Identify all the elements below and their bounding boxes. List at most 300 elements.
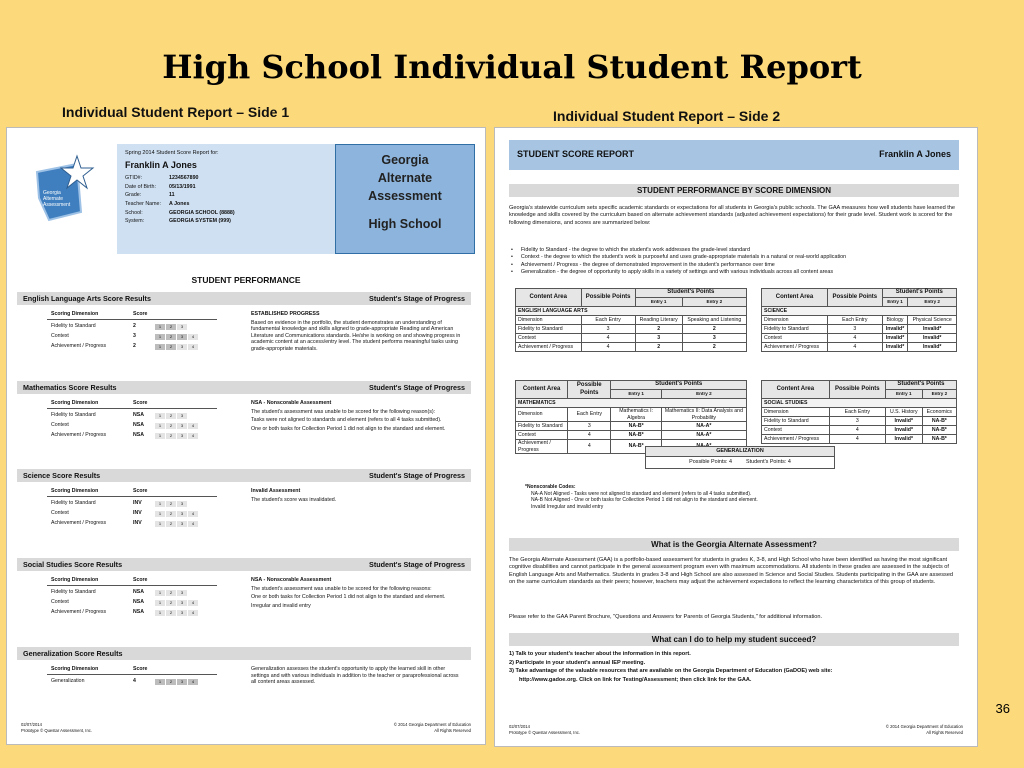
progress-heading: ESTABLISHED PROGRESS (251, 311, 320, 317)
progress-text: Based on evidence in the portfolio, the student demonstrates an understanding of fundamental knowledge and skills aligned to grade-appropriate Reading and American Literature and Communications standards. He/she is working on and showing progress in academic content at an access/entry level. The student performs meaningful tasks using grade-appropriate materials. (251, 319, 461, 353)
score-cell: 3 (177, 413, 187, 419)
stage-header: Student's Stage of Progress (369, 383, 465, 392)
score-scale (155, 344, 198, 350)
progress-text: Irregular and invalid entry (251, 602, 311, 609)
score-cell: 1 (155, 423, 165, 429)
col-course-2: Speaking and Listening (682, 316, 746, 325)
stage-of-progress (251, 666, 463, 688)
score-scale (155, 511, 198, 517)
section-bar (17, 558, 471, 571)
section-title: English Language Arts Score Results (23, 294, 151, 303)
dimension-bullet: • Generalization - the degree of opportunity to apply skills in a variety of settings and with various individuals across all content areas (511, 269, 961, 276)
what-is-gaa-heading: What is the Georgia Alternate Assessment? (509, 538, 959, 551)
th-student-points: Student's Points (882, 289, 956, 298)
table-cell: Invalid* (908, 343, 957, 352)
th-content-area: Content Area (516, 381, 568, 399)
score-cell: 4 (188, 433, 198, 439)
dimension-score: NSA (133, 599, 144, 606)
table-cell: Fidelity to Standard (762, 417, 830, 426)
table-cell: 2 (682, 343, 746, 352)
table-cell: Invalid* (885, 417, 922, 426)
table-cell: 3 (635, 334, 682, 343)
table-cell: 4 (581, 334, 635, 343)
th-possible-points: Possible Points (568, 381, 611, 399)
progress-heading: NSA - Nonscorable Assessment (251, 400, 332, 406)
th-possible-points: Possible Points (581, 289, 635, 307)
table-cell: Fidelity to Standard (516, 422, 568, 431)
table-cell: Fidelity to Standard (516, 325, 582, 334)
score-section (17, 647, 471, 730)
progress-text: The student's score was invalidated. (251, 496, 337, 503)
dimension-name: Fidelity to Standard (51, 500, 96, 507)
section-body (17, 482, 471, 552)
side1-label: Individual Student Report – Side 1 (62, 104, 290, 120)
progress-text: Tasks were not aligned to standards and element (refers to all 4 tasks submitted). (251, 417, 442, 424)
dimension-name: Fidelity to Standard (51, 323, 96, 330)
score-cell: 2 (166, 344, 176, 350)
score-cell: 4 (188, 423, 198, 429)
section-title: Social Studies Score Results (23, 560, 123, 569)
gaa-level: High School (368, 217, 442, 232)
table-cell: Context (762, 426, 830, 435)
table-cell: NA-A* (661, 422, 746, 431)
col-dimension: Scoring Dimension (51, 400, 99, 406)
score-cell: 2 (166, 511, 176, 517)
section-bar (17, 292, 471, 305)
score-row (47, 588, 217, 598)
section-bar (17, 381, 471, 394)
th-entry-2: Entry 2 (682, 298, 746, 307)
table-cell: NA-A* (661, 431, 746, 440)
table-cell: Context (762, 334, 828, 343)
table-cell: Invalid* (882, 325, 908, 334)
table-cell: 4 (828, 334, 883, 343)
table-cell: 3 (829, 417, 885, 426)
col-dimension: Scoring Dimension (51, 311, 99, 317)
stage-of-progress (251, 577, 463, 611)
score-cell: 2 (166, 413, 176, 419)
stage-header: Student's Stage of Progress (369, 471, 465, 480)
dimension-score: 4 (133, 678, 136, 685)
banner-student-name: Franklin A Jones (879, 149, 951, 160)
dimension-bullet: • Context - the degree to which the student's work is purposeful and uses grade-appropriate materials in a natural or real-world application (511, 254, 961, 261)
section-body (17, 394, 471, 464)
score-cell: 3 (177, 600, 187, 606)
score-scale (155, 590, 187, 596)
score-section (17, 469, 471, 552)
codes-heading: *Nonscorable Codes: (525, 484, 576, 490)
col-course-1: Biology (882, 316, 908, 325)
subject-name: SCIENCE (762, 307, 957, 316)
th-content-area: Content Area (762, 381, 830, 399)
gaa-title-box (335, 144, 475, 254)
score-scale (155, 501, 187, 507)
generalization-student: Student's Points: 4 (746, 458, 791, 465)
score-cell: 1 (155, 590, 165, 596)
col-score: Score (133, 311, 148, 317)
dimension-score: INV (133, 510, 142, 517)
subject-name: SOCIAL STUDIES (762, 399, 957, 408)
stage-of-progress (251, 311, 463, 355)
score-section (17, 381, 471, 464)
student-field-value: GEORGIA SYSTEM (999) (169, 218, 231, 225)
table-cell: 3 (828, 325, 883, 334)
student-field-label: Grade: (125, 192, 142, 199)
svg-text:Assessment: Assessment (43, 202, 71, 208)
score-cell: 1 (155, 610, 165, 616)
score-cell: 2 (166, 600, 176, 606)
generalization-title: GENERALIZATION (646, 447, 834, 457)
gaa-line-3: Assessment (368, 189, 442, 204)
score-scale (155, 423, 198, 429)
score-row (47, 322, 217, 332)
table-cell: 4 (829, 435, 885, 444)
score-row (47, 519, 217, 529)
student-field-label: Teacher Name: (125, 200, 161, 207)
math-table (515, 380, 747, 454)
table-cell: 3 (568, 422, 611, 431)
col-course-1: U.S. History (885, 408, 922, 417)
section-title: Generalization Score Results (23, 649, 123, 658)
score-cell: 2 (166, 423, 176, 429)
score-cell: 3 (177, 344, 187, 350)
score-scale (155, 610, 198, 616)
th-entry-2: Entry 2 (661, 390, 746, 399)
student-name: Franklin A Jones (125, 159, 197, 170)
th-content-area: Content Area (516, 289, 582, 307)
progress-text: One or both tasks for Collection Period 1 did not align to the standard and element. (251, 594, 446, 601)
stage-header: Student's Stage of Progress (369, 294, 465, 303)
step-1: 1) Talk to your student's teacher about the information in this report. (509, 651, 691, 657)
score-cell: 2 (166, 590, 176, 596)
dimension-name: Context (51, 333, 69, 340)
score-scale (155, 324, 187, 330)
code-na-a: NA-A Not Aligned - Tasks were not aligned to standard and element (refers to all 4 tasks submitted). (531, 490, 752, 497)
table-cell: 2 (635, 343, 682, 352)
side2-footer-left (509, 724, 580, 736)
dimension-name: Achievement / Progress (51, 520, 107, 527)
score-scale (155, 521, 198, 527)
table-cell: 4 (568, 431, 611, 440)
score-cell: 1 (155, 433, 165, 439)
progress-text: One or both tasks for Collection Period 1 did not align to the standard and element. (251, 425, 446, 432)
table-cell: 2 (682, 325, 746, 334)
score-cell: 4 (188, 511, 198, 517)
table-cell: NA-B* (611, 440, 661, 454)
col-course-1: Reading Literary (635, 316, 682, 325)
section-body (17, 660, 471, 730)
score-cell: 2 (166, 610, 176, 616)
th-entry-1: Entry 1 (635, 298, 682, 307)
col-each-entry: Each Entry (581, 316, 635, 325)
score-row (47, 342, 217, 352)
help-steps (509, 650, 959, 685)
footer-gadoe: © 2014 Georgia Department of Education (393, 722, 471, 728)
banner-title: STUDENT SCORE REPORT (517, 149, 635, 160)
score-scale (155, 433, 198, 439)
table-cell: 3 (581, 325, 635, 334)
table-cell: Achievement / Progress (516, 343, 582, 352)
nonscorable-codes (525, 484, 758, 510)
slide-title: High School Individual Student Report (162, 48, 862, 86)
student-field (125, 192, 327, 199)
th-possible-points: Possible Points (828, 289, 883, 307)
col-course-2: Mathematics II: Data Analysis and Probability (661, 408, 746, 422)
table-cell: 4 (581, 343, 635, 352)
student-field (125, 184, 327, 191)
score-cell: 2 (166, 324, 176, 330)
dimension-score: INV (133, 500, 142, 507)
student-field-value: A Jones (169, 200, 190, 207)
score-table-header (47, 666, 217, 675)
score-scale (155, 413, 187, 419)
score-cell: 1 (155, 501, 165, 507)
table-cell: Achievement / Progress (516, 440, 568, 454)
table-cell: Invalid* (885, 426, 922, 435)
col-each-entry: Each Entry (829, 408, 885, 417)
score-cell: 1 (155, 413, 165, 419)
student-field-label: GTID#: (125, 175, 143, 182)
th-entry-1: Entry 1 (611, 390, 661, 399)
dimension-name: Generalization (51, 678, 85, 685)
table-cell: Invalid* (908, 325, 957, 334)
table-cell: Achievement / Progress (762, 435, 830, 444)
col-dimension: Scoring Dimension (51, 577, 99, 583)
student-field (125, 175, 327, 182)
student-field-label: System: (125, 218, 145, 225)
report-for-label: Spring 2014 Student Score Report for: (125, 150, 219, 156)
stage-of-progress (251, 400, 463, 434)
score-table (47, 400, 217, 441)
subject-name: MATHEMATICS (516, 399, 747, 408)
dimension-name: Context (51, 510, 69, 517)
score-row (47, 332, 217, 342)
student-field (125, 201, 327, 208)
section-body (17, 305, 471, 375)
score-row (47, 411, 217, 421)
side1-footer-left (21, 722, 92, 734)
score-cell: 1 (155, 511, 165, 517)
col-score: Score (133, 666, 148, 672)
score-cell: 3 (177, 521, 187, 527)
table-cell: 4 (568, 440, 611, 454)
score-cell: 1 (155, 344, 165, 350)
side1-header (17, 134, 471, 258)
score-cell: 3 (177, 334, 187, 340)
table-cell: Invalid* (908, 334, 957, 343)
score-cell: 1 (155, 521, 165, 527)
score-cell: 2 (166, 501, 176, 507)
footer-rights: All Rights Reserved (926, 730, 963, 736)
side2-label: Individual Student Report – Side 2 (553, 108, 781, 124)
score-table-header (47, 577, 217, 586)
col-score: Score (133, 400, 148, 406)
gaa-line-1: Georgia (381, 153, 429, 167)
student-field-value: GEORGIA SCHOOL (8888) (169, 209, 235, 216)
student-field-label: Date of Birth: (125, 183, 156, 190)
score-cell: 1 (155, 334, 165, 340)
col-dimension: Dimension (762, 408, 830, 417)
score-row (47, 499, 217, 509)
student-field-value: 11 (169, 192, 175, 199)
col-course-2: Economics (922, 408, 956, 417)
score-scale (155, 679, 198, 685)
dimension-bullets (511, 247, 961, 276)
table-cell: Fidelity to Standard (762, 325, 828, 334)
report-side1 (6, 127, 486, 745)
col-dimension: Dimension (516, 316, 582, 325)
dimension-score: 2 (133, 323, 136, 330)
col-score: Score (133, 577, 148, 583)
col-course-1: Mathematics I: Algebra (611, 408, 661, 422)
section-body (17, 571, 471, 641)
score-cell: 1 (155, 324, 165, 330)
col-score: Score (133, 488, 148, 494)
gadoe-link[interactable]: http://www.gadoe.org. Click on link for Testing/Assessment; then click link for the GAA. (519, 676, 752, 683)
score-cell: 3 (177, 501, 187, 507)
science-table (761, 288, 957, 352)
score-cell: 2 (166, 521, 176, 527)
dimension-name: Context (51, 422, 69, 429)
report-side2 (494, 127, 978, 747)
perf-by-dimension-heading: STUDENT PERFORMANCE BY SCORE DIMENSION (509, 184, 959, 197)
generalization-box (645, 446, 835, 469)
th-student-points: Student's Points (635, 289, 746, 298)
th-entry-1: Entry 1 (885, 390, 922, 399)
score-cell: 1 (155, 679, 165, 685)
dimension-score: INV (133, 520, 142, 527)
progress-text: The student's assessment was unable to be scored for the following reason(s): (251, 408, 436, 415)
score-cell: 3 (177, 423, 187, 429)
score-section (17, 558, 471, 641)
score-cell: 3 (177, 590, 187, 596)
dimension-name: Achievement / Progress (51, 343, 107, 350)
table-cell: 2 (635, 325, 682, 334)
col-dimension: Dimension (762, 316, 828, 325)
table-cell: Invalid* (885, 435, 922, 444)
score-table (47, 488, 217, 529)
student-field (125, 210, 327, 217)
step-3: 3) Take advantage of the valuable resources that are available on the Georgia Department of Education (GaDOE) web site: (509, 668, 833, 675)
dimension-score: NSA (133, 432, 144, 439)
section-title: Science Score Results (23, 471, 101, 480)
th-student-points: Student's Points (885, 381, 956, 390)
score-row (47, 509, 217, 519)
score-cell: 4 (188, 600, 198, 606)
table-cell: NA-B* (611, 431, 661, 440)
footer-date: 02/07/2014 (21, 722, 42, 728)
dimension-score: NSA (133, 422, 144, 429)
progress-text: Generalization assesses the student's opportunity to apply the learned skill in other settings and with various individuals in addition to the teacher or paraprofessional across all content areas assessed. (251, 666, 459, 686)
score-table-header (47, 400, 217, 409)
dimension-name: Fidelity to Standard (51, 412, 96, 419)
footer-copyright: Prototype © Questar Assessment, Inc. (509, 730, 581, 736)
section-bar (17, 647, 471, 660)
student-info-panel (117, 144, 335, 254)
table-cell: Achievement / Progress (762, 343, 828, 352)
table-cell: 3 (682, 334, 746, 343)
table-cell: NA-B* (922, 426, 956, 435)
dimension-score: NSA (133, 589, 144, 596)
student-performance-heading: STUDENT PERFORMANCE (191, 275, 301, 285)
dimension-name: Achievement / Progress (51, 432, 107, 439)
table-cell: Invalid* (882, 334, 908, 343)
score-cell: 3 (177, 511, 187, 517)
section-bar (17, 469, 471, 482)
generalization-possible: Possible Points: 4 (689, 458, 733, 465)
gaa-line-2: Alternate (377, 171, 433, 186)
footer-gadoe: © 2014 Georgia Department of Education (885, 724, 963, 730)
student-field (125, 218, 327, 225)
student-field-value: 1234567890 (169, 175, 199, 182)
score-table-header (47, 311, 217, 320)
table-cell: NA-B* (922, 417, 956, 426)
score-row (47, 598, 217, 608)
score-cell: 3 (177, 679, 187, 685)
code-na-b: NA-B Not Aligned - One or both tasks for Collection Period 1 did not align to the standard and element. (531, 497, 758, 503)
social-studies-table (761, 380, 957, 444)
dimension-name: Achievement / Progress (51, 609, 107, 616)
dimension-score: 2 (133, 343, 136, 350)
th-entry-1: Entry 1 (882, 298, 908, 307)
step-2: 2) Participate in your student's annual IEP meeting. (509, 659, 646, 666)
progress-heading: NSA - Nonscorable Assessment (251, 577, 332, 583)
ela-table (515, 288, 747, 352)
score-cell: 3 (177, 610, 187, 616)
dimension-score: NSA (133, 609, 144, 616)
side2-footer-right (886, 724, 963, 736)
score-cell: 4 (188, 679, 198, 685)
score-cell: 4 (188, 344, 198, 350)
subject-name: ENGLISH LANGUAGE ARTS (516, 307, 747, 316)
dimension-score: 3 (133, 333, 136, 340)
table-cell: NA-B* (922, 435, 956, 444)
col-each-entry: Each Entry (568, 408, 611, 422)
refer-brochure-text: Please refer to the GAA Parent Brochure, "Questions and Answers for Parents of Georgia Students," for additional information. (509, 614, 823, 620)
svg-text:Alternate: Alternate (43, 196, 64, 202)
score-table-header (47, 488, 217, 497)
dimension-name: Fidelity to Standard (51, 589, 96, 596)
score-cell: 4 (188, 334, 198, 340)
col-dimension: Dimension (516, 408, 568, 422)
col-course-2: Physical Science (908, 316, 957, 325)
table-cell: Invalid* (882, 343, 908, 352)
score-cell: 2 (166, 433, 176, 439)
th-entry-2: Entry 2 (922, 390, 956, 399)
progress-text: The student's assessment was unable to be scored for the following reasons: (251, 585, 432, 592)
dimension-bullet: • Achievement / Progress - the degree of demonstrated improvement in the student's performance over time (511, 262, 961, 269)
score-row (47, 421, 217, 431)
th-entry-2: Entry 2 (908, 298, 957, 307)
score-table (47, 311, 217, 352)
slide-number: 36 (995, 701, 1010, 716)
footer-copyright: Prototype © Questar Assessment, Inc. (21, 728, 93, 734)
footer-rights: All Rights Reserved (434, 728, 471, 734)
score-table (47, 577, 217, 618)
score-row (47, 431, 217, 441)
side1-footer-right (394, 722, 471, 734)
stage-header: Student's Stage of Progress (369, 560, 465, 569)
dimension-score: NSA (133, 412, 144, 419)
col-dimension: Scoring Dimension (51, 488, 99, 494)
svg-text:Georgia: Georgia (43, 190, 61, 196)
score-table (47, 666, 217, 687)
footer-date: 02/07/2014 (509, 724, 530, 730)
what-is-gaa-text: The Georgia Alternate Assessment (GAA) is a portfolio-based assessment for students in grades K, 3-8, and High School who have been identified as having the most significant cognitive disabilities and cannot participate in the general assessment program even with maximum accommodations. All students in these grades are assessed in the subjects of English Language Arts and Mathematics. Students in grades 3-8 and High School are also assessed in Science and Social Studies. Students participating in the GAA are assessed on the same curriculum standards as their peers; however, teachers may adjust the achievement expectations to reflect the learning characteristics of this group of students. (509, 557, 954, 585)
score-scale (155, 600, 198, 606)
th-possible-points: Possible Points (829, 381, 885, 399)
score-cell: 2 (166, 679, 176, 685)
